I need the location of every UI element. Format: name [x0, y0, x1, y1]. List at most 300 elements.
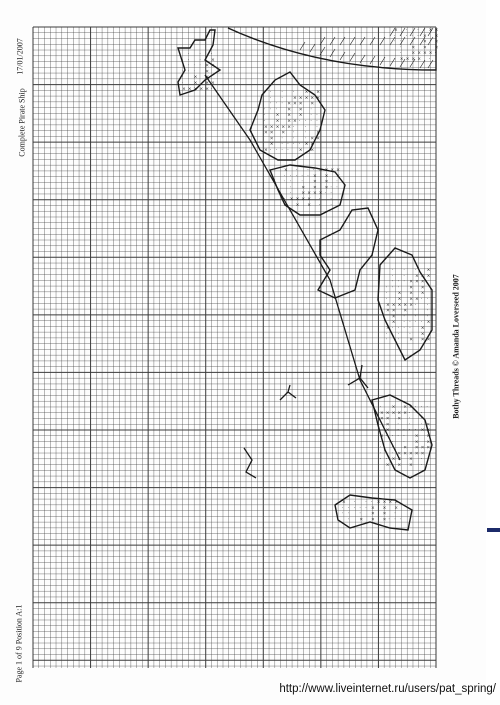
stitch-symbol: · [365, 500, 367, 505]
stitch-symbol: · [264, 107, 266, 113]
stitch-symbol: × [409, 291, 413, 297]
stitch-symbol: × [417, 51, 421, 57]
stitch-symbol: × [409, 457, 413, 463]
stitch-symbol: · [391, 285, 394, 291]
stitch-symbol: × [295, 197, 300, 202]
stitch-symbol: · [347, 517, 350, 523]
stitch-symbol: × [211, 63, 215, 69]
stitch-symbol: × [397, 451, 402, 457]
stitch-symbol: × [301, 197, 306, 202]
stitch-symbol: × [287, 107, 291, 113]
stitch-symbol: · [391, 434, 394, 439]
stitch-symbol: · [269, 148, 272, 153]
stitch-symbol: · [304, 136, 307, 142]
stitch-symbol: × [428, 51, 433, 57]
stitch-symbol: · [397, 428, 399, 434]
stitch-symbol: · [409, 416, 411, 422]
stitch-symbol: · [420, 297, 423, 302]
stitch-symbol: × [193, 81, 198, 86]
stitch-symbol: · [293, 124, 295, 130]
stitch-symbol: × [316, 136, 320, 142]
stitch-symbol: × [380, 434, 384, 439]
stitch-symbol: · [403, 314, 405, 320]
stitch-symbol: · [380, 445, 382, 451]
stitch-symbol: · [310, 107, 312, 113]
stitch-symbol: × [394, 505, 398, 511]
stitch-symbol: × [293, 95, 297, 101]
stitch-symbol: · [281, 136, 283, 142]
stitch-symbol: · [386, 297, 388, 302]
stitch-symbol: · [281, 95, 283, 101]
stitch-symbol: × [385, 410, 390, 416]
stitch-symbol: × [409, 285, 413, 291]
stitch-symbol: · [391, 326, 394, 331]
stitch-symbol: × [426, 422, 431, 428]
stitch-symbol: × [310, 136, 315, 142]
stitch-symbol: × [420, 279, 425, 285]
stitch-symbol: × [409, 302, 413, 308]
stitch-symbol: × [205, 86, 209, 92]
stitch-symbol: · [275, 148, 278, 153]
stitch-symbol: × [316, 95, 320, 101]
stitch-symbol: × [409, 451, 413, 457]
stitch-symbol: · [336, 185, 338, 191]
stitch-symbol: × [313, 179, 317, 185]
stitch-symbol: · [269, 90, 272, 95]
stitch-symbol: · [347, 505, 350, 511]
source-url[interactable]: http://www.liveinternet.ru/users/pat_spring/ [279, 683, 496, 695]
stitch-symbol: · [187, 52, 190, 57]
stitch-symbol: · [420, 416, 423, 422]
stitch-symbol: · [284, 197, 286, 202]
stitch-symbol: × [275, 119, 280, 124]
stitch-symbol: · [414, 428, 417, 434]
stitch-symbol: · [394, 517, 396, 523]
stitch-symbol: × [269, 130, 274, 136]
stitch-symbol: · [399, 45, 402, 51]
stitch-symbol: · [397, 337, 400, 343]
stitch-symbol: · [399, 33, 402, 39]
stitch-symbol: × [386, 302, 390, 308]
stitch-symbol: × [409, 405, 413, 410]
stitch-symbol: × [391, 405, 396, 410]
stitch-symbol: × [415, 297, 419, 302]
stitch-symbol: · [307, 168, 309, 173]
stitch-symbol: · [415, 302, 417, 308]
bird-mark-1 [348, 365, 368, 388]
stitch-symbol: · [336, 179, 338, 185]
stitch-symbol: × [310, 101, 315, 107]
stitch-symbol: · [330, 202, 332, 208]
stitch-symbol: × [371, 517, 375, 523]
stitch-symbol: × [193, 86, 198, 92]
stitch-symbol: × [397, 297, 402, 302]
stitch-symbol: × [310, 148, 315, 153]
stitch-symbol: · [417, 28, 419, 33]
stitch-symbol: × [342, 500, 346, 505]
stitch-symbol: × [205, 81, 209, 86]
stitch-symbol: · [411, 33, 413, 39]
stitch-symbol: × [316, 90, 320, 95]
stitch-symbol: × [187, 86, 192, 92]
stitch-symbol: · [417, 33, 419, 39]
stitch-symbol: × [307, 202, 311, 208]
stitch-symbol: · [187, 57, 190, 63]
stitch-symbol: × [420, 428, 425, 434]
stitch-symbol: × [382, 517, 387, 523]
stitch-symbol: × [199, 86, 204, 92]
stitch-symbol: × [414, 434, 419, 439]
rigging-line [205, 75, 402, 463]
stitch-symbol: · [304, 130, 307, 136]
stitch-symbol: · [415, 308, 417, 314]
stitch-symbol: · [391, 445, 394, 451]
stitch-symbol: · [316, 124, 318, 130]
stitch-symbol: · [409, 320, 411, 326]
stitch-symbol: × [324, 185, 329, 191]
stitch-symbol: · [415, 314, 417, 320]
stitch-symbol: · [330, 185, 332, 191]
stitch-symbol: · [423, 28, 425, 33]
stitch-symbol: · [399, 39, 402, 45]
stitch-symbol: × [386, 326, 390, 331]
stitch-symbol: × [409, 337, 413, 343]
stitch-symbol: × [391, 302, 396, 308]
stitch-symbol: × [310, 142, 315, 148]
stitch-symbol: · [414, 405, 417, 410]
stitch-symbol: · [380, 451, 382, 457]
stitch-symbol: × [324, 168, 329, 173]
stitch-symbol: · [420, 410, 423, 416]
stitch-symbol: · [347, 511, 350, 517]
stitch-symbol: · [287, 148, 289, 153]
stitch-symbol: · [182, 75, 184, 81]
stitch-symbol: × [426, 320, 431, 326]
stitch-symbol: · [380, 439, 382, 445]
stitch-symbol: · [342, 511, 344, 517]
stitch-symbol: × [397, 463, 402, 468]
stitch-symbol: × [371, 511, 375, 517]
stitch-symbol: × [304, 95, 309, 101]
stitch-symbol: · [397, 326, 400, 331]
stitch-symbol: · [420, 405, 423, 410]
stitch-symbol: · [187, 69, 190, 75]
stitch-symbol: × [205, 75, 209, 81]
stitch-symbol: × [409, 463, 413, 468]
page-edge [486, 0, 500, 700]
stitch-symbol: × [269, 142, 274, 148]
stitch-symbol: · [397, 434, 399, 439]
stitch-symbol: · [193, 69, 196, 75]
stitch-symbol: · [409, 428, 411, 434]
stitch-symbol: × [426, 428, 431, 434]
stitch-symbol: · [269, 101, 272, 107]
stitch-symbol: × [289, 197, 294, 202]
stitch-symbol: · [405, 28, 408, 33]
stitch-symbol: × [397, 302, 402, 308]
stitch-symbol: × [426, 337, 431, 343]
stitch-symbol: · [397, 422, 399, 428]
stitch-symbol: · [409, 326, 411, 331]
stitch-symbol: × [295, 202, 300, 208]
stitch-symbol: · [318, 197, 321, 202]
stitch-symbol: × [275, 113, 280, 119]
stitch-symbol: × [399, 57, 404, 62]
stitch-symbol: × [301, 191, 306, 197]
stitch-symbol: × [397, 291, 402, 297]
stitch-symbol: · [199, 52, 201, 57]
stitch-symbol: × [313, 185, 317, 191]
stitch-symbol: × [403, 405, 407, 410]
stitch-symbol: · [275, 107, 278, 113]
stitch-symbol: · [426, 314, 429, 320]
stitch-symbol: · [330, 197, 332, 202]
stitch-symbol: × [409, 279, 413, 285]
stitch-symbol: · [391, 273, 394, 279]
stitch-symbol: · [211, 86, 213, 92]
stitch-symbol: × [391, 410, 396, 416]
stitch-symbol: · [385, 457, 388, 463]
copyright-notice: Bothy Threads © Amanda Loverseed 2007 [451, 274, 461, 419]
stitch-symbol: · [353, 505, 356, 511]
stitch-symbol: × [415, 279, 419, 285]
stitch-symbol: · [426, 405, 428, 410]
stitch-symbol: · [386, 337, 388, 343]
stitch-symbol: · [298, 142, 301, 148]
stitch-symbol: × [380, 416, 384, 422]
stitch-symbol: · [399, 51, 402, 57]
stitch-symbol: × [281, 124, 286, 130]
stitch-symbol: · [301, 179, 303, 185]
stitch-symbol: · [371, 500, 373, 505]
stitch-symbol: × [434, 28, 439, 33]
stitch-symbol: · [307, 173, 309, 179]
stitch-symbol: × [269, 124, 274, 130]
stitch-symbol: × [380, 410, 384, 416]
stitch-symbol: × [275, 124, 280, 130]
stitch-symbol: · [426, 297, 429, 302]
stitch-symbol: × [420, 451, 425, 457]
stitch-symbol: · [275, 101, 278, 107]
stitch-symbol: × [420, 326, 425, 331]
stitch-symbol: · [289, 173, 292, 179]
stitch-symbol: × [391, 320, 396, 326]
stitch-symbol: × [284, 202, 288, 208]
stitch-symbol: × [382, 505, 387, 511]
stitch-symbol: × [426, 434, 431, 439]
stitch-symbol: · [391, 279, 394, 285]
stitch-symbol: · [400, 517, 402, 523]
stitch-symbol: × [182, 86, 186, 92]
stitch-symbol: · [281, 90, 283, 95]
stitch-symbol: · [428, 57, 431, 62]
stitch-symbol: · [211, 52, 213, 57]
stitch-symbol: · [316, 113, 318, 119]
stitch-symbol: · [289, 191, 292, 197]
stitch-symbol: · [269, 107, 272, 113]
stitch-symbol: × [420, 445, 425, 451]
binder-mark [487, 528, 500, 532]
stitch-symbol: · [405, 33, 408, 39]
bird-mark-3 [244, 448, 256, 478]
stitch-symbol: × [307, 191, 311, 197]
stitch-symbol: · [330, 191, 332, 197]
stitch-symbol: × [415, 273, 419, 279]
stitch-symbol: × [376, 500, 381, 505]
stitch-symbol: × [193, 75, 198, 81]
stitch-symbol: · [386, 331, 388, 337]
stitch-symbol: × [411, 51, 416, 57]
stitch-symbol: × [403, 308, 408, 314]
stitch-symbol: × [310, 95, 315, 101]
stitch-symbol: · [324, 191, 327, 197]
stitch-symbol: × [434, 45, 439, 51]
chart-title: Complete Pirate Ship [17, 88, 27, 157]
stitch-symbol: × [293, 101, 297, 107]
stitch-symbol: · [386, 291, 388, 297]
page-position-label: Page 1 of 9 Position A:1 [14, 604, 24, 683]
stitch-symbol: · [409, 331, 411, 337]
stitch-symbol: × [409, 297, 413, 302]
stitch-symbol: × [386, 308, 390, 314]
stitch-symbol: × [403, 302, 408, 308]
stitch-symbol: · [365, 505, 367, 511]
stitch-symbol: × [211, 57, 215, 63]
stitch-symbol: · [264, 113, 266, 119]
stitch-symbol: · [304, 119, 307, 124]
stitch-symbol: · [385, 434, 388, 439]
stitch-symbol: · [281, 101, 283, 107]
stitch-symbol: × [434, 33, 439, 39]
stitch-symbol: · [420, 320, 423, 326]
stitch-symbol: · [434, 51, 437, 57]
stitch-symbol: · [388, 517, 390, 523]
stitch-symbol: · [411, 39, 413, 45]
stitch-symbol: × [385, 428, 390, 434]
stitch-symbol: × [403, 445, 407, 451]
stitch-symbol: × [385, 463, 390, 468]
stitch-symbol: · [293, 90, 295, 95]
stitch-symbol: × [391, 457, 396, 463]
stitch-symbol: × [330, 168, 335, 173]
stitch-symbol: · [316, 119, 318, 124]
stitch-symbol: · [187, 63, 190, 69]
stitch-symbol: × [304, 90, 309, 95]
stitch-symbol: × [307, 197, 311, 202]
stitch-symbol: · [409, 410, 411, 416]
stitch-symbol: × [205, 69, 209, 75]
stitch-symbol: · [313, 168, 315, 173]
stitch-symbol: · [293, 130, 295, 136]
stitch-symbol: × [298, 107, 303, 113]
stitch-symbol: · [386, 285, 388, 291]
stitch-symbol: × [382, 511, 387, 517]
stitch-symbol: · [193, 63, 196, 69]
stitch-symbol: · [295, 173, 298, 179]
stitch-symbol: × [298, 95, 303, 101]
stitch-symbol: × [417, 57, 421, 62]
stitch-symbol: · [284, 173, 286, 179]
stitch-symbol: × [264, 124, 268, 130]
stitch-symbol: · [380, 457, 382, 463]
stitch-symbol: × [414, 451, 419, 457]
stitch-symbol: · [397, 285, 400, 291]
stitch-symbol: × [388, 500, 393, 505]
stitch-symbol: · [310, 119, 312, 124]
stitch-symbol: · [287, 142, 289, 148]
stitch-symbol: × [298, 101, 303, 107]
stitch-symbol: × [426, 439, 431, 445]
stitch-symbol: · [380, 405, 382, 410]
stitch-symbol: · [394, 511, 396, 517]
stitch-symbol: × [287, 124, 291, 130]
stitch-symbol: × [293, 119, 297, 124]
stitch-symbol: × [287, 101, 291, 107]
stitch-symbol: · [289, 179, 292, 185]
minor-grid-lines [33, 27, 436, 668]
stitch-symbol: × [371, 505, 375, 511]
stitch-symbol: × [426, 273, 431, 279]
stitch-symbol: · [359, 511, 361, 517]
stitch-symbol: × [264, 148, 268, 153]
stitch-symbol: · [298, 119, 301, 124]
stitch-symbol: × [405, 57, 410, 62]
stitch-symbol: × [423, 39, 427, 45]
stitch-symbol: × [298, 113, 303, 119]
stitch-symbol: · [295, 168, 298, 173]
figure-head [318, 208, 378, 298]
stitch-symbol: × [304, 142, 309, 148]
stitch-symbol: × [385, 422, 390, 428]
stitch-symbol: × [420, 331, 425, 337]
stitch-symbol: · [199, 63, 201, 69]
stitch-symbol: · [394, 33, 396, 39]
stitch-symbol: × [205, 63, 209, 69]
stitch-symbol: × [324, 173, 329, 179]
stitch-symbol: · [394, 39, 396, 45]
stitch-symbol: · [397, 331, 400, 337]
stitch-symbol: · [420, 457, 423, 463]
stitch-symbol: × [385, 416, 390, 422]
stitch-symbol: × [414, 439, 419, 445]
stitch-symbol: · [318, 202, 321, 208]
stitch-symbol: × [336, 168, 340, 173]
stitch-symbol: · [403, 326, 405, 331]
stitch-symbol: × [313, 191, 317, 197]
stitch-symbol: × [284, 168, 288, 173]
stitch-symbol: · [284, 179, 286, 185]
stitch-symbol: · [415, 320, 417, 326]
stitch-symbol: · [426, 302, 429, 308]
stitch-symbol: · [301, 173, 303, 179]
stitch-symbol: × [336, 173, 340, 179]
stitch-symbol: · [293, 136, 295, 142]
stitch-symbol: × [318, 168, 323, 173]
stitch-symbol: × [414, 445, 419, 451]
stitch-symbol: × [423, 45, 427, 51]
stitch-symbol: × [281, 130, 286, 136]
stitch-symbol: · [403, 428, 405, 434]
stitch-symbol: × [301, 185, 306, 191]
stitch-symbol: × [423, 33, 427, 39]
chart-date: 17/01/2007 [15, 38, 25, 75]
stitch-symbol: · [199, 57, 201, 63]
stitch-symbol: × [313, 173, 317, 179]
stitch-symbol: × [316, 130, 320, 136]
stitch-symbol: · [304, 124, 307, 130]
stitch-symbol: · [415, 268, 417, 273]
stitch-symbol: × [426, 445, 431, 451]
